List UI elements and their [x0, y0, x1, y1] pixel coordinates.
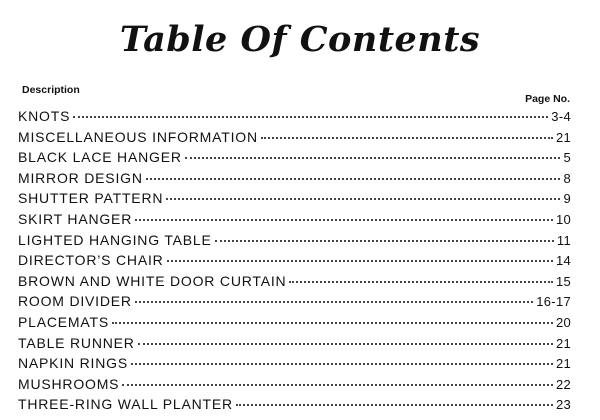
contents-entry-lighted-hanging-table [18, 230, 571, 251]
contents-entry-mirror-design [18, 168, 571, 189]
entry-page-number: 14 [555, 253, 571, 269]
contents-entry-shutter-pattern [18, 188, 571, 209]
contents-list [18, 106, 571, 415]
entry-page-number: 8 [563, 170, 571, 186]
contents-entry-mushrooms [18, 374, 571, 395]
dot-leader [135, 301, 533, 303]
contents-entry-napkin-rings [18, 353, 571, 374]
entry-label: BROWN AND WHITE DOOR CURTAIN [18, 272, 287, 289]
entry-label: MISCELLANEOUS INFORMATION [18, 128, 258, 145]
dot-leader [261, 137, 553, 139]
contents-entry-brown-and-white-door-curtain [18, 271, 571, 292]
dot-leader [146, 178, 561, 180]
entry-label: KNOTS [18, 108, 71, 124]
entry-page-number: 22 [555, 376, 571, 392]
entry-label: MUSHROOMS [18, 375, 120, 392]
contents-entry-room-divider [18, 291, 571, 312]
contents-entry-black-lace-hanger [18, 147, 571, 168]
contents-entry-directors-chair [18, 250, 571, 271]
entry-label: ROOM DIVIDER [18, 293, 132, 310]
entry-label: BLACK LACE HANGER [18, 149, 182, 166]
dot-leader [112, 322, 553, 324]
entry-label: MIRROR DESIGN [18, 169, 143, 186]
entry-label: TABLE RUNNER [18, 334, 135, 351]
contents-entry-skirt-hanger [18, 209, 571, 230]
entry-page-number: 23 [555, 397, 571, 413]
contents-entry-miscellaneous-information [18, 127, 571, 148]
entry-label: LIGHTED HANGING TABLE [18, 231, 212, 248]
entry-page-number: 3-4 [551, 109, 571, 124]
entry-label: SKIRT HANGER [18, 210, 133, 227]
contents-entry-three-ring-wall-planter [18, 394, 571, 415]
entry-page-number: 9 [563, 191, 571, 207]
description-column-header: Description [22, 84, 80, 96]
contents-entry-knots [18, 106, 571, 127]
entry-page-number: 21 [555, 356, 571, 372]
contents-entry-table-runner [18, 333, 571, 354]
dot-leader [215, 240, 554, 242]
dot-leader [138, 343, 553, 345]
dot-leader [122, 384, 553, 386]
entry-label: DIRECTOR’S CHAIR [18, 252, 164, 269]
page-title: Table Of Contents [119, 19, 481, 60]
dot-leader [131, 363, 553, 365]
entry-page-number: 21 [555, 335, 571, 351]
entry-label: SHUTTER PATTERN [18, 190, 164, 207]
entry-page-number: 10 [555, 211, 571, 227]
dot-leader [135, 219, 553, 221]
entry-page-number: 21 [555, 129, 571, 145]
contents-entry-placemats [18, 312, 571, 333]
entry-label: THREE-RING WALL PLANTER [18, 396, 233, 413]
dot-leader [73, 116, 548, 118]
dot-leader [166, 198, 560, 200]
entry-page-number: 20 [555, 314, 571, 330]
dot-leader [167, 260, 553, 262]
entry-page-number: 15 [555, 273, 571, 289]
dot-leader [236, 404, 553, 406]
entry-page-number: 16-17 [536, 294, 571, 310]
entry-page-number: 5 [563, 150, 571, 166]
page-number-column-header: Page No. [525, 93, 570, 105]
entry-page-number: 11 [556, 232, 571, 248]
entry-label: PLACEMATS [18, 313, 109, 330]
dot-leader [185, 157, 561, 159]
entry-label: NAPKIN RINGS [18, 355, 128, 372]
dot-leader [289, 281, 552, 283]
